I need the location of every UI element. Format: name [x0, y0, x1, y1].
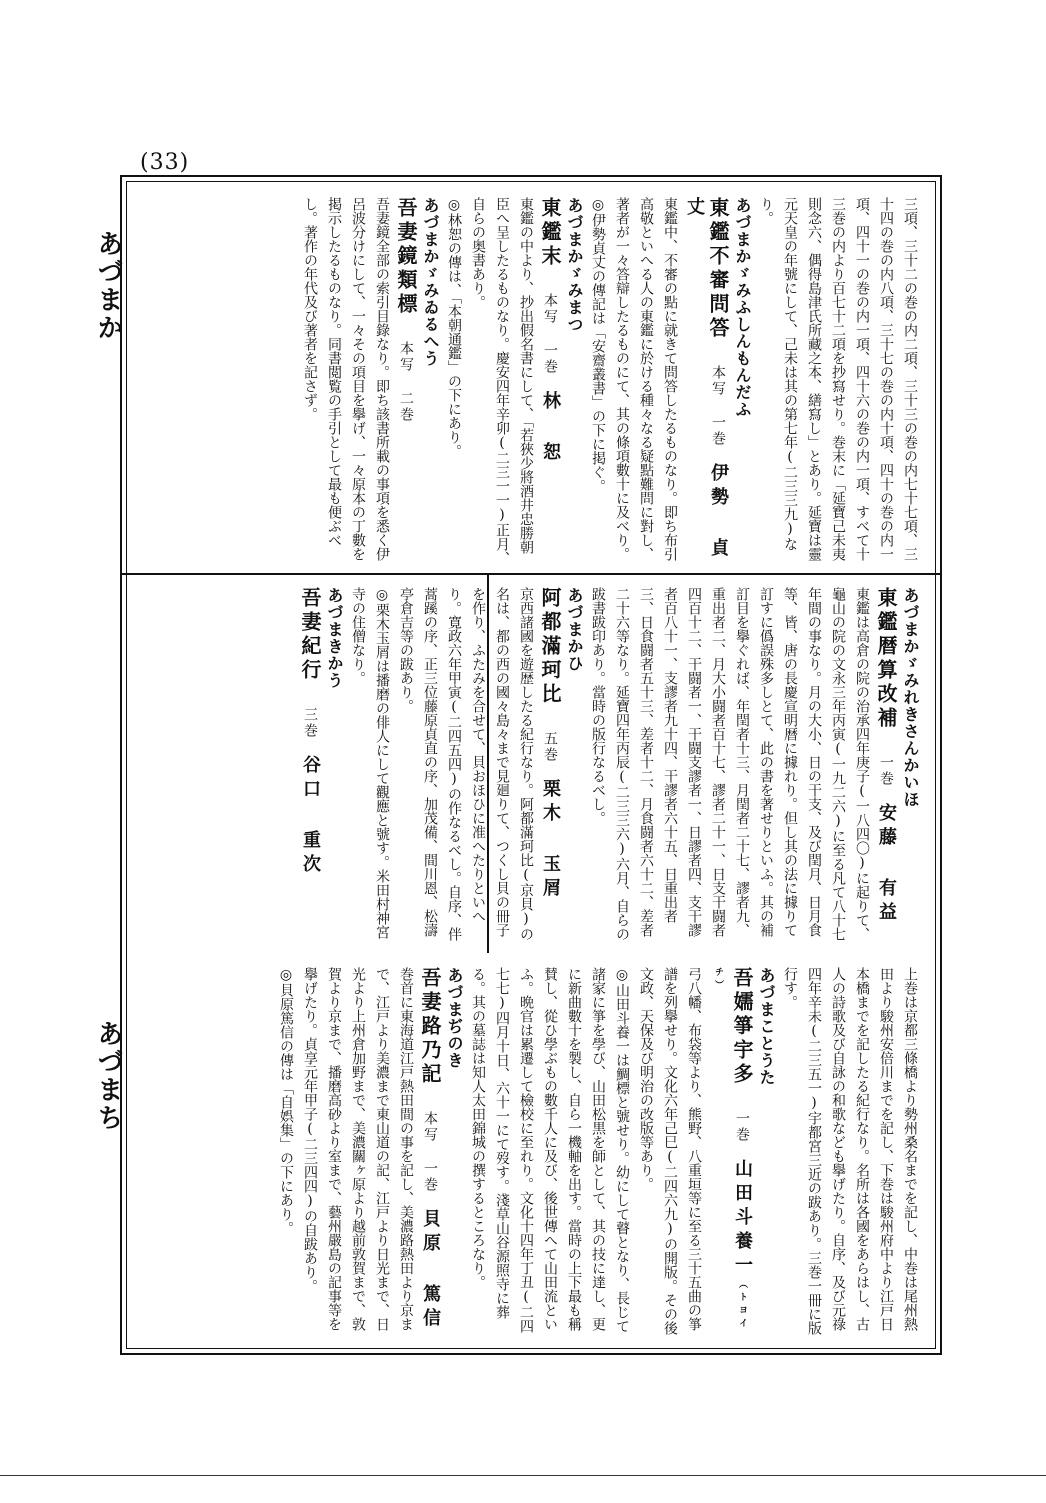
entry-body: ◎伊勢貞丈の傳記は「安齋叢書」の下に掲ぐ。	[590, 197, 606, 493]
title-text: 吾嬬箏宇多	[730, 967, 754, 1111]
title-text: 阿都滿珂比	[538, 587, 562, 731]
title-text: 吾妻鏡類標	[394, 197, 418, 341]
entry-title	[538, 197, 562, 567]
entry-body: 京西諸國を遊歴したる紀行なり。阿都滿珂比(京貝)の名は、都の西の國々島々まで見廻りて、つくし貝の冊子を作り、ふたみを合せて、貝おほひに准へたりといへり。寛政六年甲寅(二四五四)の作なるべし。自序、伴蒿蹊の序、正三位藤原貞直の序、加茂備、間川恩、松濤亭倉吉等の跋あり。	[398, 587, 534, 941]
title-text: 吾妻路乃記	[418, 967, 442, 1111]
side-label-top: あづまか	[93, 230, 123, 342]
entry-title	[538, 587, 562, 947]
entry-body: 上巻は京都三條橋より勢州桑名までを記し、中巻は尾州熱田より駿州安倍川までを記し、下巻は駿州府中より江戸日本橋までを記したる紀行なり。名所は各國をあらはし、古人の詩歌及び自詠の和歌なども擧げたり。自序、及び元祿四年辛未(二三五一)宇都宮三近の跋あり。三巻一冊に版行す。	[782, 967, 918, 1335]
entry-title	[394, 197, 418, 567]
entry-reading: あづまきかう	[325, 587, 344, 689]
title-text: 吾妻紀行	[298, 587, 322, 707]
author-name: 林 恕	[540, 391, 561, 466]
entry-title	[874, 587, 898, 947]
title-text: 東鑑不審問答	[706, 197, 730, 365]
side-label-bottom: あづまち	[93, 1020, 123, 1132]
volume-count: 三巻	[302, 707, 318, 755]
entry-body: 東鑑中、不審の點に就きて問答したるものなり。即ち布引高敬といへる人の東鑑に於ける種々なる疑點難問に對し、著者が一々答辯したるものにて、其の條項數十に及べり。	[614, 197, 678, 561]
entry-reading: あづまぢのき	[445, 967, 464, 1069]
entry-title	[682, 197, 730, 567]
title-text: 東鑑末	[538, 197, 562, 293]
volume-count: 本写 二巻	[398, 341, 414, 439]
volume-count: 本写 一巻	[542, 293, 558, 391]
author-ruby: （トヨイチ）	[713, 967, 747, 1331]
entry-body: ◎山田斗養一は鯛標と號せり。幼にして瞽となり、長じて諸家に箏を學び、山田松黒を師として、其の技に達し、更に新曲數十を製し、自ら一機軸を出す。當時の上下最も稱賛し、從ひ學ぶもの數千人に及び、後世傳へて山田流といふ。晩官は累遷して檢校に至れり。文化十四年丁丑(二四七七)四月十日、六十一にて歿す。淺草山谷源照寺に葬る。其の墓誌は知人太田錦城の撰するところなり。	[470, 967, 630, 1333]
entry-reading: あづまかゞみふしんもんだふ	[733, 197, 752, 418]
entry-reading: あづまかゞみまつ	[565, 197, 584, 333]
volume-count: 五巻	[542, 731, 558, 779]
upper-divider	[122, 573, 940, 575]
title-text: 東鑑暦算改補	[874, 587, 898, 755]
upper-block	[142, 197, 922, 567]
lower-block	[142, 967, 922, 1337]
author-name: 安藤 有益	[876, 803, 897, 926]
entry-title	[298, 587, 322, 947]
author-name: 谷口 重次	[300, 755, 321, 878]
entry-body: 弓八幡、布袋等より、熊野、八重垣等に至る三十五曲の箏譜を列擧せり。文化六年己巳(二四六九)の開版。その後文政、天保及び明治の改版等あり。	[638, 967, 702, 1335]
entry-reading: あづまかひ	[565, 587, 584, 672]
entry-body: 東鑑の中より、抄出假名書にして、「若狹少將酒井忠勝朝臣へ呈したるものなり。慶安四年辛卯(二三一一)正月、自らの奥書あり。	[470, 197, 534, 565]
entry-title	[706, 967, 754, 1337]
entry-body: 巻首に東海道江戸熱田間の事を記し、美濃路熱田より京まで、江戸より美濃まで東山道の記、江戸より日光まで、日光より上州倉加野まで、美濃關ヶ原より越前敦賀まで、敦賀より京まで、播磨高砂より室まで、藝州嚴島の記事等を擧げたり。貞享元年甲子(二三四四)の自跋あり。	[302, 967, 414, 1331]
bottom-rule	[0, 1475, 1046, 1476]
entry-body: 三項、三十二の巻の内二項、三十三の巻の内七十七項、三十四の巻の内八項、三十七の巻の内十項、四十の巻の内一項、四十一の巻の内一項、四十六の巻の内一項、すべて十三巻の内より百七十二項を抄寫せり。巻末に「延寶己未夷則念六、偶得島津氏所藏之本、繕寫し」とあり。延寶は靈元天皇の年號にして、己未は其の第七年(二三三九)なり。	[758, 197, 918, 561]
entry-body: ◎栗木玉屑は播磨の俳人にして觀應と號す。米田村神宮寺の住僧なり。	[350, 587, 390, 939]
entry-body: ◎貝原篤信の傳は「自娯集」の下にあり。	[278, 967, 294, 1235]
middle-block	[142, 587, 922, 947]
volume-count: 本写 一巻	[710, 365, 726, 463]
volume-count: 一巻	[734, 1111, 750, 1159]
author-name: 山田斗養一	[732, 1159, 753, 1279]
page-number: (33)	[140, 150, 190, 175]
author-name: 伊勢 貞丈	[684, 197, 729, 562]
entry-reading: あづまかゞみれきさんかいほ	[901, 587, 920, 808]
entry-body: ◎林恕の傳は、「本朝通鑑」の下にあり。	[446, 197, 462, 458]
page-frame	[120, 175, 942, 1355]
volume-count: 一巻	[878, 755, 894, 803]
author-name: 貝原 篤信	[420, 1209, 441, 1332]
entry-title	[418, 967, 442, 1337]
entry-body: 東鑑は高倉の院の治承四年庚子(一八四〇)に起りて、龜山の院の文永三年丙寅(一九二六)に至る凡て八十七年間の事なり。月の大小、日の干支、及び閏月、日月食等、皆、唐の長慶宣明暦に據れり。但し其の法に據りて訂すに僞誤殊多しとて、此の書を著せりといふ。其の補訂目を擧ぐれば、年閏者十三、月閏者二十七、謬者九、重出者二、月大小闘者百十七、謬者二十一、日支干闘者四百十二、干闘者一、干闘支謬者一、日謬者四、支干謬者百八十一、支謬者九十四、干謬者六十五、日重出者三、日食闘者五十三、差者十二、月食闘者六十二、差者二十六等なり。延寶四年丙辰(二三三六)六月、自らの跋書跋印あり。當時の版行なるべし。	[590, 587, 870, 941]
entry-body: 吾妻鏡全部の索引目錄なり。即ち該書所載の事項を悉く伊呂波分けにして、一々その項目を擧げ、一々原本の丁數を掲示したるものなり。同書閲覧の手引として最も便ぶべし。著作の年代及び著者を記さず。	[302, 197, 390, 561]
volume-count: 本写 一巻	[422, 1111, 438, 1209]
entry-reading: あづまかゞみゐるへう	[421, 197, 440, 367]
author-name: 栗木 玉屑	[540, 779, 561, 902]
entry-reading: あづまことうた	[757, 967, 776, 1086]
